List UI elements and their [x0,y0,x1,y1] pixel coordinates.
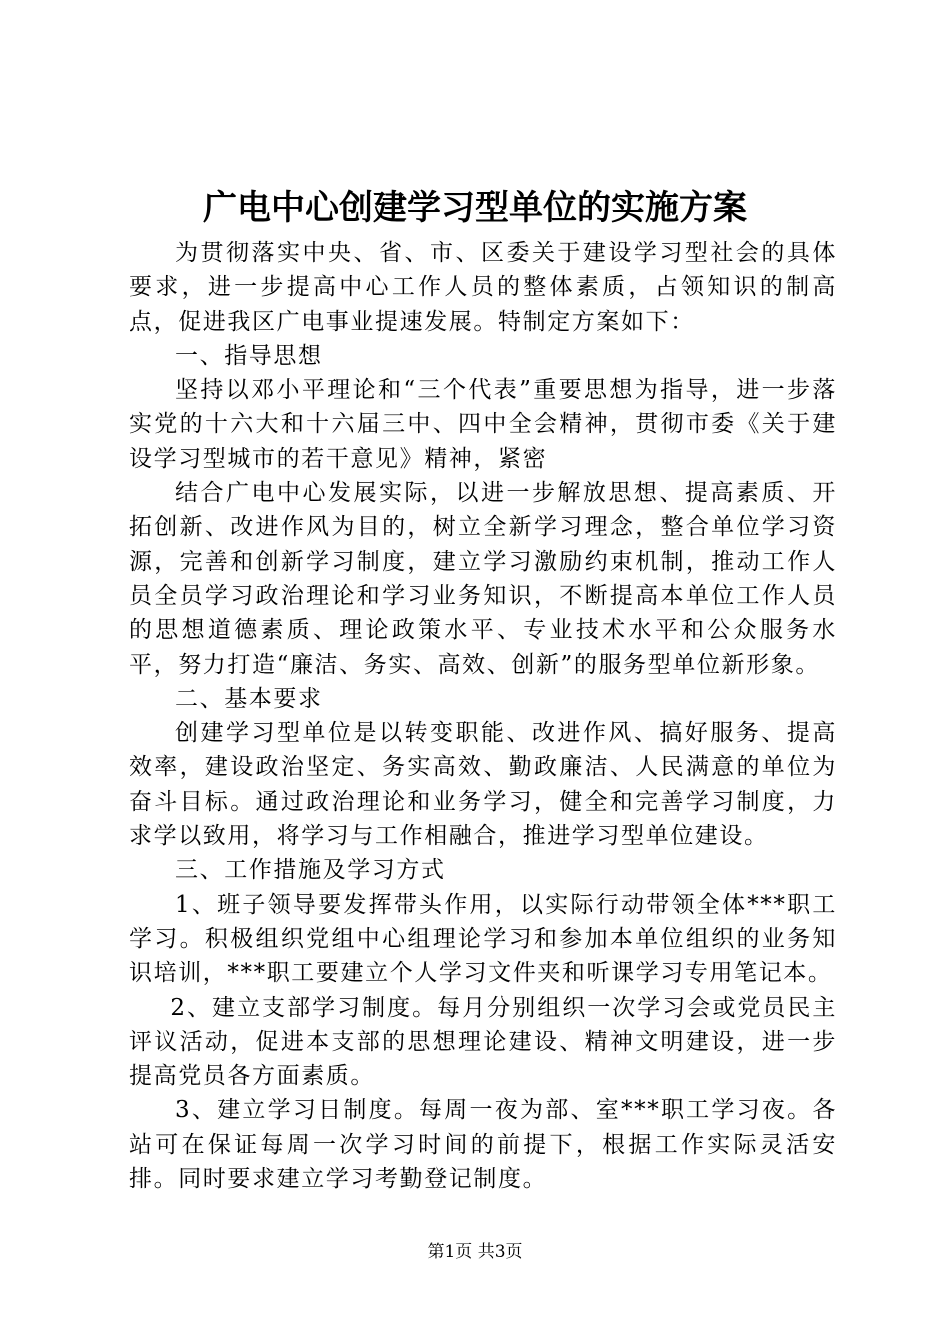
section-heading-3: 三、工作措施及学习方式 [175,857,446,884]
paragraph-measure-1: 1、班子领导要发挥带头作用，以实际行动带领全体***职工学习。积极组织党组中心组理论学习和参加本单位组织的业务知识培训，***职工要建立个人学习文件夹和听课学习专用笔记本。 [129,891,837,987]
paragraph-guiding-ideology: 坚持以邓小平理论和“三个代表”重要思想为指导，进一步落实党的十六大和十六届三中、四中全会精神，贯彻市委《关于建设学习型城市的若干意见》精神，紧密 [129,377,837,472]
document-body [129,236,837,1196]
section-heading-2: 二、基本要求 [175,685,323,712]
section-heading-1: 一、指导思想 [175,342,323,369]
paragraph-measure-3: 3、建立学习日制度。每周一夜为部、室***职工学习夜。各站可在保证每周一次学习时间的前提下，根据工作实际灵活安排。同时要求建立学习考勤登记制度。 [129,1097,837,1193]
paragraph-measure-2: 2、建立支部学习制度。每月分别组织一次学习会或党员民主评议活动，促进本支部的思想理论建设、精神文明建设，进一步提高党员各方面素质。 [129,994,837,1090]
document-title: 广电中心创建学习型单位的实施方案 [203,188,747,228]
paragraph-intro: 为贯彻落实中央、省、市、区委关于建设学习型社会的具体要求，进一步提高中心工作人员的整体素质，占领知识的制高点，促进我区广电事业提速发展。特制定方案如下： [129,240,837,335]
paragraph-basic-requirements: 创建学习型单位是以转变职能、改进作风、搞好服务、提高效率，建设政治坚定、务实高效、勤政廉洁、人民满意的单位为奋斗目标。通过政治理论和业务学习，健全和完善学习制度，力求学以致用，将学习与工作相融合，推进学习型单位建设。 [129,720,837,850]
paragraph-guiding-ideology-cont: 结合广电中心发展实际，以进一步解放思想、提高素质、开拓创新、改进作风为目的，树立全新学习理念，整合单位学习资源，完善和创新学习制度，建立学习激励约束机制，推动工作人员全员学习政治理论和学习业务知识，不断提高本单位工作人员的思想道德素质、理论政策水平、专业技术水平和公众服务水平，努力打造“廉洁、务实、高效、创新”的服务型单位新形象。 [129,480,837,678]
page-number-footer: 第1页 共3页 [427,1242,523,1262]
